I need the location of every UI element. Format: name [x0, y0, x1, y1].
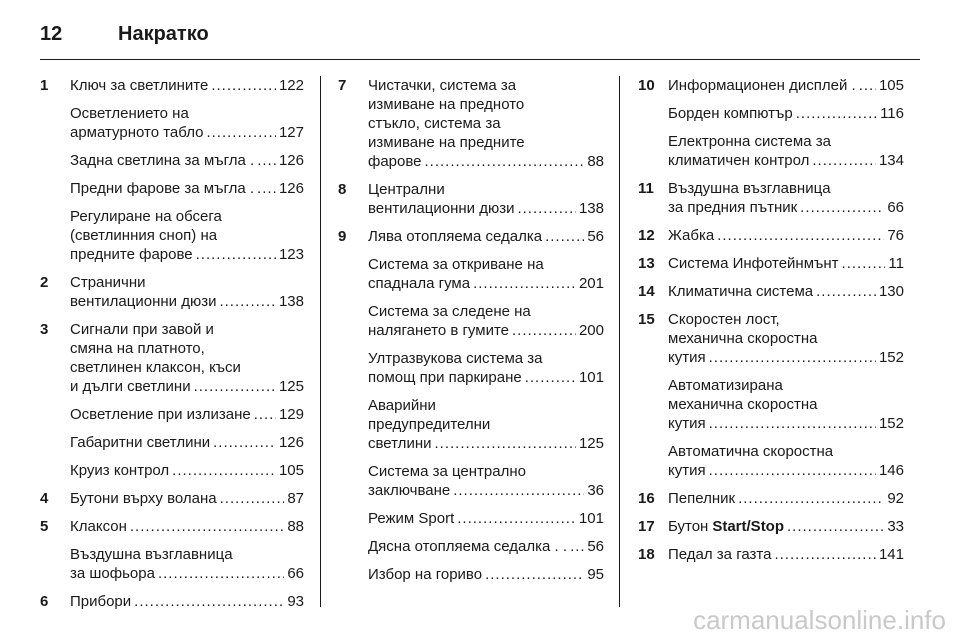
index-entry	[638, 226, 904, 245]
entry-text: Задна светлина за мъгла .	[70, 152, 255, 169]
index-entry	[40, 273, 304, 311]
page-title: Накратко	[118, 22, 209, 45]
entry-last-line	[70, 123, 304, 142]
entry-bold-text: Start/Stop	[712, 518, 785, 535]
entry-last-line	[70, 292, 304, 311]
index-entry	[638, 282, 904, 301]
dot-leader	[158, 564, 284, 583]
entry-text: Клаксон	[70, 518, 127, 535]
entry-text: Централни	[368, 181, 445, 198]
callout-number: 3	[40, 321, 49, 338]
callout-number: 4	[40, 490, 49, 507]
page-reference: 101	[578, 369, 604, 386]
entry-text: Електронна система за	[668, 133, 831, 150]
dot-leader	[709, 414, 876, 433]
entry-text: климатичен контрол	[668, 152, 810, 169]
dot-leader	[545, 227, 584, 246]
page-reference: 87	[287, 490, 304, 507]
index-entry	[638, 442, 904, 480]
dot-leader	[473, 274, 576, 293]
entry-last-line	[368, 565, 604, 584]
entry-text: Чистачки, система за	[368, 77, 517, 94]
entry-last-line	[70, 433, 304, 452]
page-reference: 200	[578, 322, 604, 339]
dot-leader	[859, 76, 876, 95]
dot-leader	[525, 368, 576, 387]
entry-text: Сигнали при завой и	[70, 321, 214, 338]
entry-text: механична скоростна	[668, 330, 818, 347]
entry-text: Бутони върху волана	[70, 490, 217, 507]
page-reference: 116	[880, 105, 904, 122]
entry-text: Лява отопляема седалка	[368, 228, 543, 245]
entry-text: стъкло, система за	[368, 115, 501, 132]
index-entry	[40, 104, 304, 142]
page-reference: 105	[878, 77, 904, 94]
page-reference: 105	[278, 462, 304, 479]
index-entry	[638, 254, 904, 273]
index-entry	[338, 227, 604, 246]
entry-last-line	[70, 179, 304, 198]
dot-leader	[219, 292, 276, 311]
entry-text: Предни фарове за мъгла .	[70, 180, 255, 197]
entry-last-line	[668, 151, 904, 170]
index-entry	[638, 376, 904, 433]
entry-text: спаднала гума	[368, 275, 471, 292]
entry-text: предупредителни	[368, 416, 491, 433]
index-entry	[338, 537, 604, 556]
page-number: 12	[40, 22, 63, 45]
page-reference: 66	[287, 565, 304, 582]
dot-leader	[512, 321, 576, 340]
index-column-2	[338, 76, 604, 587]
entry-last-line	[70, 151, 304, 170]
page-reference: 123	[278, 246, 304, 263]
callout-number: 9	[338, 228, 347, 245]
page-reference: 95	[587, 566, 604, 583]
index-entry	[338, 509, 604, 528]
entry-last-line	[368, 227, 604, 246]
dot-leader	[453, 481, 584, 500]
dot-leader	[220, 489, 285, 508]
entry-text: Въздушна възглавница	[70, 546, 233, 563]
index-entry	[40, 545, 304, 583]
page-reference: 141	[878, 546, 904, 563]
dot-leader	[213, 433, 276, 452]
watermark: carmanualsonline.info	[693, 605, 946, 635]
entry-text: вентилационни дюзи	[70, 293, 217, 310]
entry-text: налягането в гумите	[368, 322, 509, 339]
dot-leader	[812, 151, 876, 170]
entry-text: Осветление при излизане	[70, 406, 251, 423]
entry-last-line	[70, 592, 304, 611]
entry-text: Аварийни	[368, 397, 436, 414]
entry-last-line	[668, 489, 904, 508]
page-reference: 88	[287, 518, 304, 535]
index-entry	[338, 180, 604, 218]
entry-text: Дясна отопляема седалка . .	[368, 538, 568, 555]
callout-number: 12	[638, 227, 655, 244]
entry-text: (светлинния сноп) на	[70, 227, 218, 244]
callout-number: 16	[638, 490, 655, 507]
dot-leader	[570, 537, 584, 556]
entry-text: Система Инфотейнмънт	[668, 255, 839, 272]
entry-last-line	[368, 368, 604, 387]
index-entry	[40, 461, 304, 480]
entry-text: Прибори	[70, 593, 132, 610]
index-entry	[338, 302, 604, 340]
entry-text: за предния пътник	[668, 199, 798, 216]
entry-last-line	[70, 76, 304, 95]
index-entry	[40, 592, 304, 611]
dot-leader	[717, 226, 884, 245]
page-reference: 152	[878, 349, 904, 366]
entry-text: Ключ за светлините	[70, 77, 209, 94]
entry-last-line	[668, 414, 904, 433]
index-entry	[40, 433, 304, 452]
entry-text: Система за централно	[368, 463, 526, 480]
callout-number: 15	[638, 311, 655, 328]
entry-text: Бутон	[668, 518, 709, 535]
index-column-1	[40, 76, 304, 614]
entry-text: светлинен клаксон, къси	[70, 359, 241, 376]
page-header	[40, 16, 209, 52]
index-entry	[638, 310, 904, 367]
dot-leader	[816, 282, 876, 301]
page-reference: 66	[887, 199, 904, 216]
entry-last-line	[368, 274, 604, 293]
callout-number: 18	[638, 546, 655, 563]
dot-leader	[425, 152, 585, 171]
column-divider	[619, 76, 620, 607]
page-reference: 125	[278, 378, 304, 395]
callout-number: 14	[638, 283, 655, 300]
page-reference: 56	[587, 538, 604, 555]
column-divider	[320, 76, 321, 607]
page-reference: 76	[887, 227, 904, 244]
callout-number: 7	[338, 77, 347, 94]
entry-text: за шофьора	[70, 565, 155, 582]
entry-last-line	[668, 545, 904, 564]
index-entry	[638, 76, 904, 95]
index-entry	[638, 517, 904, 536]
dot-leader	[738, 489, 884, 508]
index-entry	[338, 396, 604, 453]
index-entry	[338, 462, 604, 500]
page-reference: 138	[578, 200, 604, 217]
entry-text: Пепелник	[668, 490, 736, 507]
entry-last-line	[70, 245, 304, 264]
index-entry	[40, 207, 304, 264]
entry-text: Автоматична скоростна	[668, 443, 834, 460]
entry-text: Педал за газта	[668, 546, 772, 563]
entry-last-line	[668, 226, 904, 245]
dot-leader	[257, 179, 276, 198]
dot-leader	[517, 199, 576, 218]
dot-leader	[457, 509, 576, 528]
dot-leader	[211, 76, 276, 95]
entry-text: измиване на предните	[368, 134, 525, 151]
entry-text: Въздушна възглавница	[668, 180, 831, 197]
entry-last-line	[368, 434, 604, 453]
dot-leader	[206, 123, 276, 142]
entry-text: Информационен дисплей .	[668, 77, 856, 94]
page-reference: 101	[578, 510, 604, 527]
entry-last-line	[70, 461, 304, 480]
entry-last-line	[368, 509, 604, 528]
index-entry	[338, 565, 604, 584]
entry-last-line	[668, 254, 904, 273]
page-reference: 129	[278, 406, 304, 423]
entry-last-line	[368, 537, 604, 556]
entry-text: кутия	[668, 462, 706, 479]
page-reference: 152	[878, 415, 904, 432]
page-reference: 56	[587, 228, 604, 245]
entry-text: Система за следене на	[368, 303, 531, 320]
index-entry	[638, 132, 904, 170]
entry-last-line	[668, 517, 904, 536]
callout-number: 11	[638, 180, 654, 197]
entry-text: Осветлението на	[70, 105, 189, 122]
page-reference: 126	[278, 152, 304, 169]
entry-text: Избор на гориво	[368, 566, 483, 583]
entry-last-line	[668, 282, 904, 301]
index-entry	[40, 179, 304, 198]
entry-last-line	[70, 517, 304, 536]
entry-text: Габаритни светлини	[70, 434, 211, 451]
entry-text: фарове	[368, 153, 422, 170]
dot-leader	[800, 198, 884, 217]
dot-leader	[134, 592, 284, 611]
callout-number: 6	[40, 593, 49, 610]
entry-last-line	[70, 377, 304, 396]
entry-text: Автоматизирана	[668, 377, 783, 394]
page-reference: 127	[278, 124, 304, 141]
callout-number: 2	[40, 274, 49, 291]
index-entry	[338, 255, 604, 293]
index-entry	[338, 76, 604, 171]
entry-last-line	[70, 564, 304, 583]
entry-text: Климатична система	[668, 283, 814, 300]
dot-leader	[196, 245, 276, 264]
page-reference: 134	[878, 152, 904, 169]
entry-text: заключване	[368, 482, 451, 499]
page-reference: 92	[887, 490, 904, 507]
page-reference: 122	[278, 77, 304, 94]
entry-last-line	[668, 76, 904, 95]
index-entry	[638, 545, 904, 564]
dot-leader	[172, 461, 276, 480]
entry-text: арматурното табло	[70, 124, 204, 141]
entry-text: Скоростен лост,	[668, 311, 780, 328]
entry-text: смяна на платното,	[70, 340, 205, 357]
dot-leader	[796, 104, 877, 123]
entry-last-line	[368, 481, 604, 500]
entry-text: Режим Sport	[368, 510, 455, 527]
index-entry	[40, 320, 304, 396]
page-reference: 138	[278, 293, 304, 310]
page-reference: 93	[287, 593, 304, 610]
index-entry	[638, 489, 904, 508]
entry-text: кутия	[668, 415, 706, 432]
entry-text: Регулиране на обсега	[70, 208, 222, 225]
callout-number: 10	[638, 77, 655, 94]
callout-number: 5	[40, 518, 49, 535]
header-divider	[40, 59, 920, 60]
entry-text: Круиз контрол	[70, 462, 170, 479]
entry-last-line	[70, 405, 304, 424]
callout-number: 1	[40, 77, 49, 94]
page-reference: 125	[578, 435, 604, 452]
entry-last-line	[368, 321, 604, 340]
entry-text: светлини	[368, 435, 432, 452]
callout-number: 17	[638, 518, 655, 535]
entry-last-line	[368, 152, 604, 171]
dot-leader	[485, 565, 584, 584]
entry-last-line	[668, 198, 904, 217]
entry-text: Ултразвукова система за	[368, 350, 543, 367]
dot-leader	[434, 434, 575, 453]
index-entry	[638, 104, 904, 123]
entry-text: Система за откриване на	[368, 256, 544, 273]
dot-leader	[842, 254, 886, 273]
index-entry	[638, 179, 904, 217]
page-reference: 146	[878, 462, 904, 479]
dot-leader	[194, 377, 276, 396]
page-reference: 36	[587, 482, 604, 499]
entry-text: предните фарове	[70, 246, 193, 263]
index-entry	[40, 76, 304, 95]
index-column-3	[638, 76, 904, 567]
entry-text: кутия	[668, 349, 706, 366]
entry-text: помощ при паркиране	[368, 369, 522, 386]
page-reference: 88	[587, 153, 604, 170]
dot-leader	[130, 517, 284, 536]
dot-leader	[709, 461, 876, 480]
page-reference: 126	[278, 434, 304, 451]
page-reference: 126	[278, 180, 304, 197]
entry-text: и дълги светлини	[70, 378, 191, 395]
dot-leader	[254, 405, 276, 424]
page-reference: 11	[888, 255, 904, 272]
dot-leader	[709, 348, 876, 367]
callout-number: 13	[638, 255, 655, 272]
entry-last-line	[668, 348, 904, 367]
callout-number: 8	[338, 181, 347, 198]
index-entry	[40, 405, 304, 424]
dot-leader	[787, 517, 884, 536]
index-entry	[40, 489, 304, 508]
entry-last-line	[668, 104, 904, 123]
page-reference: 201	[578, 275, 604, 292]
entry-text: механична скоростна	[668, 396, 818, 413]
entry-text: вентилационни дюзи	[368, 200, 515, 217]
entry-text: Жабка	[668, 227, 715, 244]
index-entry	[338, 349, 604, 387]
index-entry	[40, 517, 304, 536]
dot-leader	[774, 545, 876, 564]
dot-leader	[257, 151, 276, 170]
entry-text: Борден компютър	[668, 105, 793, 122]
page-reference: 130	[878, 283, 904, 300]
index-entry	[40, 151, 304, 170]
entry-last-line	[368, 199, 604, 218]
entry-text: измиване на предното	[368, 96, 525, 113]
page-reference: 33	[887, 518, 904, 535]
entry-last-line	[70, 489, 304, 508]
entry-last-line	[668, 461, 904, 480]
entry-text: Странични	[70, 274, 146, 291]
